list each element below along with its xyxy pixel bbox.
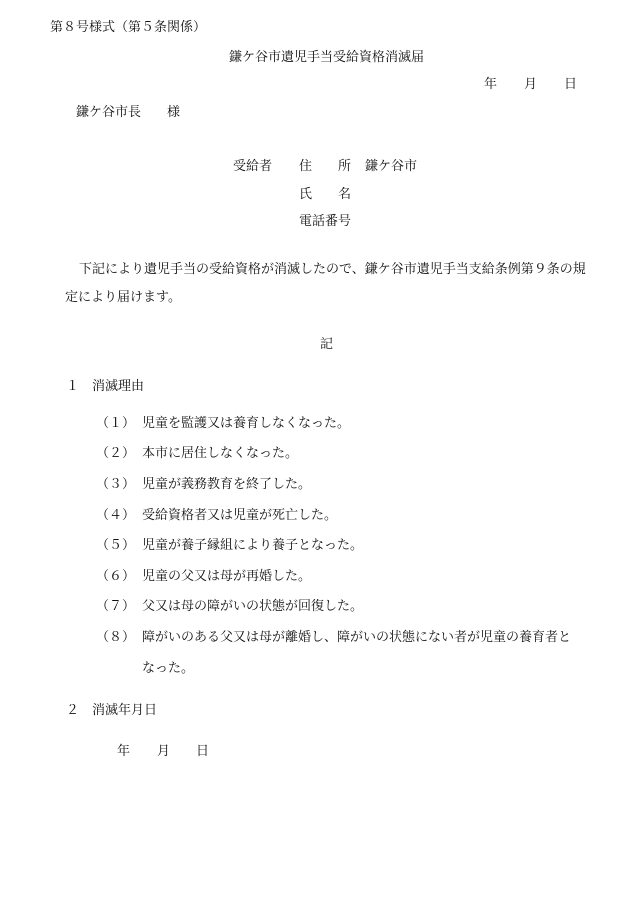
item-number: （７） xyxy=(96,599,136,614)
document-title: 鎌ケ谷市遺児手当受給資格消滅届 xyxy=(229,50,425,65)
item-number: （８） xyxy=(96,630,136,645)
address-label: 住 所 xyxy=(299,159,352,174)
item-text-continued: なった。 xyxy=(142,661,195,676)
date-year: 年 xyxy=(484,77,498,92)
name-label: 氏 名 xyxy=(299,187,352,202)
section-heading: １ 消滅理由 xyxy=(66,379,145,394)
date-month: 月 xyxy=(524,77,538,92)
item-text: 児童を監護又は養育しなくなった。 xyxy=(142,416,351,431)
phone-label: 電話番号 xyxy=(299,214,352,229)
item-number: （１） xyxy=(96,416,136,431)
body-line-1: 下記により遺児手当の受給資格が消滅したので、鎌ケ谷市遺児手当支給条例第９条の規 xyxy=(79,262,586,277)
recipient-role: 受給者 xyxy=(233,159,273,174)
addressee: 鎌ケ谷市長 様 xyxy=(76,105,181,120)
form-label: 第８号様式（第５条関係） xyxy=(50,20,207,35)
date-month: 月 xyxy=(157,744,171,759)
item-text: 本市に居住しなくなった。 xyxy=(142,446,299,461)
date-year: 年 xyxy=(117,744,131,759)
item-number: （３） xyxy=(96,477,136,492)
item-text: 児童の父又は母が再婚した。 xyxy=(142,569,312,584)
date-day: 日 xyxy=(564,77,578,92)
address-value: 鎌ケ谷市 xyxy=(365,159,418,174)
item-text: 父又は母の障がいの状態が回復した。 xyxy=(142,599,364,614)
item-text: 障がいのある父又は母が離婚し、障がいの状態にない者が児童の養育者と xyxy=(142,630,572,645)
item-number: （４） xyxy=(96,508,136,523)
item-number: （５） xyxy=(96,538,136,553)
item-text: 受給資格者又は児童が死亡した。 xyxy=(142,508,338,523)
ki-heading: 記 xyxy=(320,337,334,352)
item-text: 児童が義務教育を終了した。 xyxy=(142,477,312,492)
item-number: （６） xyxy=(96,569,136,584)
item-number: （２） xyxy=(96,446,136,461)
section-heading: ２ 消滅年月日 xyxy=(66,703,158,718)
body-line-2: 定により届けます。 xyxy=(65,290,181,305)
item-text: 児童が養子縁組により養子となった。 xyxy=(142,538,364,553)
date-day: 日 xyxy=(196,744,210,759)
